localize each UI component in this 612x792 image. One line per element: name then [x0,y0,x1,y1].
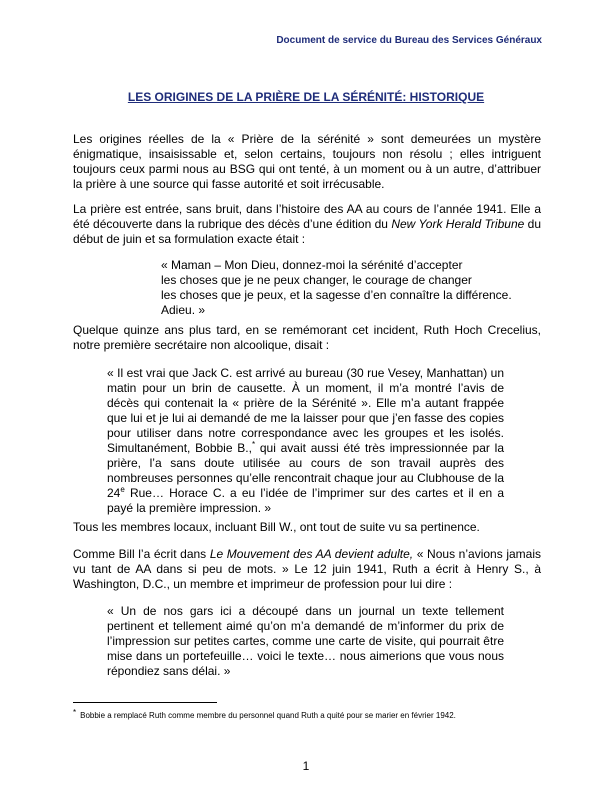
quote-ruth-text-2: qui avait aussi été très impressionnée par la prière, l’a sans doute utilisée au cours de son travail auprès des nombreuses personnes qu’elle rencontrait chaque jour au Clubhouse de la 24 [107,441,504,500]
paragraph-letter-text: Comme Bill l’a écrit dans [73,547,210,561]
book-title: Le Mouvement des AA devient adulte, [209,547,414,561]
prayer-line: les choses que je ne peux changer, le courage de changer [161,273,472,287]
quote-ruth [107,366,504,516]
footnote-text: Bobbie a remplacé Ruth comme membre du personnel quand Ruth a quité pour se marier en février 1942. [80,711,456,720]
paragraph-origin-text-end: du début de juin et sa formulation exacte était : [73,217,541,246]
quote-letter: « Un de nos gars ici a découpé dans un journal un texte tellement pertinent et tellement aimé qu’on m’a demandé de m’informer du prix de l’impression sur petites cartes, comme une carte de visite, qui pourrait être mise dans un portefeuille… voici le texte… nous aimerions que vous nous répondiez sans délai. » [107,604,504,678]
footnote-divider [73,702,217,703]
prayer-line: « Maman – Mon Dieu, donnez-moi la sérénité d’accepter [161,258,463,272]
ordinal-suffix: e [120,485,125,494]
page-number: 1 [302,759,310,773]
paragraph-intro: Les origines réelles de la « Prière de la sérénité » sont demeurées un mystère énigmatique, insaisissable et, selon certains, toujours non résolu ; elles intriguent toujours ceux parmi nous au BSG qui ont tenté, à un moment ou à un autre, d’attribuer la prière à une source qui fasse autorité et soit irrécusable. [73,132,541,191]
quote-ruth-text-3: Rue… Horace C. a eu l’idée de l’imprimer sur des cartes et il en a payé la première impression. » [107,486,504,515]
serenity-prayer-quote [161,258,541,318]
paragraph-origin [73,202,541,247]
prayer-line: les choses que je peux, et la sagesse d’en connaître la différence. [161,288,512,302]
paragraph-origin-text: La prière est entrée, sans bruit, dans l’histoire des AA au cours de l’année 1941. Elle a été découverte dans la rubrique des décès d’une édition du [73,202,541,231]
quote-ruth-text: « Il est vrai que Jack C. est arrivé au bureau (30 rue Vesey, Manhattan) un matin pour un brin de causette. À un moment, il m’a montré l’avis de décès qui contenait la « prière de la Sérénité ». Elle m’a autant frappée que lui et je lui ai demandé de me la laisser pour que j’en fasse des copies pour utiliser dans notre correspondance avec les groupes et les isolés. Simultanément, Bobbie B., [107,366,504,455]
document-header: Document de service du Bureau des Services Généraux [276,35,542,46]
paragraph-letter-text-end: « Nous n’avions jamais vu tant de AA dans si peu de mots. » Le 12 juin 1941, Ruth a écrit à Henry S., à Washington, D.C., un membre et imprimeur de profession pour lui dire : [73,547,542,591]
footnote-reference: * [251,440,256,449]
footnote-mark: * [73,708,77,717]
page-title: LES ORIGINES DE LA PRIÈRE DE LA SÉRÉNITÉ: HISTORIQUE [127,90,485,104]
footnote [73,708,543,721]
paragraph-bill: Tous les membres locaux, incluant Bill W., ont tout de suite vu sa pertinence. [73,520,480,534]
paragraph-ruth: Quelque quinze ans plus tard, en se remémorant cet incident, Ruth Hoch Crecelius, notre première secrétaire non alcoolique, disait : [73,323,541,352]
newspaper-title: New York Herald Tribune [391,217,525,231]
paragraph-letter [73,547,541,592]
prayer-line: Adieu. » [161,303,206,317]
